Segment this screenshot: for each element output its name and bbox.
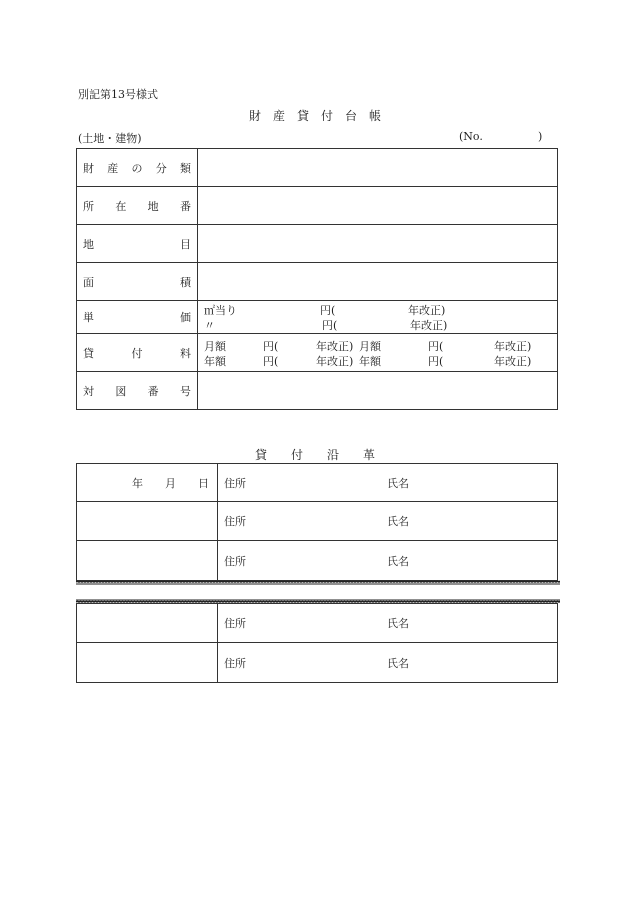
history-row	[77, 604, 558, 643]
rent-line-2	[198, 353, 557, 368]
label-cell	[77, 334, 198, 372]
label-char: 対	[83, 384, 94, 398]
label-cell	[77, 263, 198, 301]
row-label	[83, 309, 191, 325]
label-char: 付	[131, 346, 143, 360]
label-cell	[77, 301, 198, 334]
name-label: 氏名	[387, 656, 409, 670]
classification-field[interactable]	[198, 149, 558, 187]
rent-line-1	[198, 338, 557, 353]
label-char: 番	[147, 384, 159, 398]
history-table-upper	[76, 463, 558, 581]
row-map-number	[77, 372, 558, 410]
label-char: 単	[83, 311, 94, 324]
yen-label: 円(	[263, 339, 279, 353]
label-cell	[77, 372, 198, 410]
address-label: 住所	[224, 515, 246, 528]
revised-label: 年改正)	[316, 354, 354, 368]
yen-label: 円(	[320, 304, 336, 317]
history-row	[77, 643, 558, 683]
row-unit-price	[77, 301, 558, 334]
address-label: 住所	[224, 656, 246, 670]
row-label	[83, 236, 191, 252]
label-char: 積	[180, 275, 191, 289]
revised-label: 年改正)	[494, 339, 532, 353]
date-cell[interactable]	[77, 502, 218, 541]
row-label	[83, 160, 191, 176]
label-char: の	[131, 161, 143, 175]
label-char: 在	[115, 199, 127, 213]
revised-label: 年改正)	[410, 319, 448, 332]
address-name-cell[interactable]	[218, 502, 558, 541]
yearly-label: 年額	[359, 354, 381, 368]
history-row	[77, 464, 558, 502]
unit-price-line-2	[198, 317, 557, 332]
name-label: 氏名	[387, 617, 409, 630]
monthly-label: 月額	[359, 339, 381, 353]
address-label: 住所	[224, 617, 246, 630]
label-char: 番	[179, 199, 191, 213]
address-label: 住所	[224, 554, 246, 568]
label-char: 貸	[83, 346, 94, 360]
address-name-cell[interactable]	[218, 464, 558, 502]
label-char: 目	[180, 237, 191, 251]
date-header: 年 月 日	[77, 464, 218, 502]
label-cell	[77, 187, 198, 225]
label-char: 号	[179, 384, 191, 398]
row-land-category	[77, 225, 558, 263]
unit-price-line-1	[198, 302, 557, 317]
revised-label: 年改正)	[494, 354, 532, 368]
name-label: 氏名	[387, 554, 409, 568]
monthly-label: 月額	[204, 339, 226, 353]
address-name-cell[interactable]	[218, 643, 558, 683]
history-row	[77, 541, 558, 581]
yen-label: 円(	[428, 339, 444, 353]
address-name-cell[interactable]	[218, 604, 558, 643]
label-char: 価	[180, 311, 191, 324]
revised-label: 年改正)	[408, 304, 446, 317]
per-sqm-label: ㎡当り	[204, 304, 237, 317]
history-table-lower	[76, 603, 558, 683]
history-title: 貸 付 沿 革	[254, 448, 375, 462]
yen-label: 円(	[322, 319, 338, 332]
label-cell	[77, 149, 198, 187]
yen-label: 円(	[428, 354, 444, 368]
date-cell[interactable]	[77, 541, 218, 581]
label-char: 図	[115, 384, 127, 398]
form-number-label: 別記第13号様式	[78, 88, 158, 101]
address-name-cell[interactable]	[218, 541, 558, 581]
location-field[interactable]	[198, 187, 558, 225]
label-char: 財	[83, 161, 94, 175]
row-location	[77, 187, 558, 225]
property-category-label: (土地・建物)	[78, 132, 142, 145]
label-cell	[77, 225, 198, 263]
ledger-number-close: )	[538, 130, 543, 143]
property-table	[76, 148, 558, 410]
label-char: 産	[107, 161, 119, 175]
row-property-classification	[77, 149, 558, 187]
land-category-field[interactable]	[198, 225, 558, 263]
label-char: 分	[155, 161, 167, 175]
name-label: 氏名	[387, 515, 409, 528]
label-char: 面	[83, 275, 94, 289]
document-title: 財 産 貸 付 台 帳	[248, 109, 381, 123]
name-label: 氏名	[387, 476, 409, 490]
label-char: 料	[180, 346, 191, 360]
date-cell[interactable]	[77, 604, 218, 643]
yearly-label: 年額	[204, 354, 226, 368]
history-row	[77, 502, 558, 541]
yen-label: 円(	[263, 354, 279, 368]
label-char: 地	[147, 199, 159, 213]
area-field[interactable]	[198, 263, 558, 301]
label-char: 類	[180, 161, 191, 175]
row-rent	[77, 334, 558, 372]
address-label: 住所	[224, 476, 246, 490]
label-char: 所	[83, 199, 94, 213]
date-cell[interactable]	[77, 643, 218, 683]
label-char: 地	[83, 237, 94, 251]
row-label	[83, 274, 191, 290]
rent-field[interactable]	[198, 334, 558, 372]
ledger-number-label: (No.	[459, 130, 483, 143]
unit-price-field[interactable]	[198, 301, 558, 334]
map-number-field[interactable]	[198, 372, 558, 410]
row-area	[77, 263, 558, 301]
row-label	[83, 198, 191, 214]
ditto-mark: 〃	[204, 319, 215, 332]
page-break-line-top	[76, 580, 560, 585]
revised-label: 年改正)	[316, 339, 354, 353]
row-label	[83, 345, 191, 361]
row-label	[83, 383, 191, 399]
